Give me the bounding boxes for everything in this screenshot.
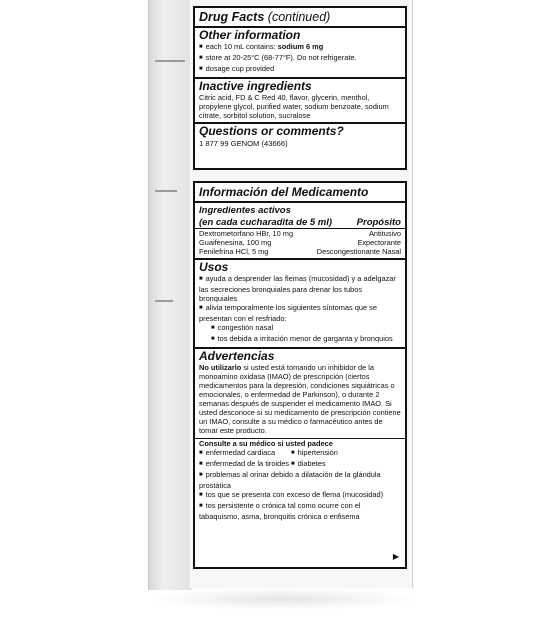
usos-item: ■ ayuda a desprender las flemas (mucosidad) y a adelgazar las secreciones bronquiales para drenar los tubos bronquiales (195, 274, 405, 303)
usos-heading: Usos (199, 260, 229, 274)
informacion-title: Información del Medicamento (199, 185, 369, 199)
other-info-item: ■ dosage cup provided (195, 64, 405, 75)
ingredient-row: Guaifenesina, 100 mg Expectorante (199, 238, 401, 247)
condition-item: ■ problemas al orinar debido a dilatación de la glándula prostática (195, 470, 405, 490)
advertencias-text: No utilizarlo si usted está tomando un inhibidor de la monoamino oxidasa (IMAO) de prescripción (ciertos medicamentos para la depresión, condiciones siquiátricas o emocionales, o enfermedad de Parkinson), o durante 2 semanas después de suspender el medicamento IMAO. Si usted desconoce si su medicamento de prescripción contiene un IMAO, consulte a su médico o farmacéutico antes de tomar este producto. (199, 363, 401, 435)
conditions-row: ■ enfermedad cardiaca ■ hipertensión (195, 448, 405, 459)
usos-subitem: ■ congestión nasal (195, 323, 405, 334)
other-info-item: ■ store at 20-25°C (68-77°F). Do not refrigerate. (195, 53, 405, 64)
condition-item: ■ tos que se presenta con exceso de flema (mucosidad) (195, 490, 405, 501)
usos-subitem: ■ tos debida a irritación menor de garganta y bronquios (195, 334, 405, 345)
side-print-mark (155, 190, 177, 192)
box-shadow (150, 588, 415, 610)
informacion-panel (193, 181, 407, 569)
conditions-row: ■ enfermedad de la tiroides ■ diabetes (195, 459, 405, 470)
ingredient-row: Fenilefrina HCl, 5 mg Descongestionante Nasal (199, 247, 401, 256)
side-print-mark (155, 300, 173, 302)
inactive-heading: Inactive ingredients (199, 79, 312, 93)
questions-heading: Questions or comments? (199, 124, 344, 138)
advertencias-heading: Advertencias (199, 349, 275, 363)
usos-item: ■ alivia temporalmente los siguientes síntomas que se presentan con el resfriado: (195, 303, 405, 323)
condition-item: ■ tos persistente o crónica tal como ocurre con el tabaquismo, asma, bronquitis crónica o enfisema (195, 501, 405, 521)
drug-facts-title: Drug Facts (continued) (199, 10, 331, 24)
ingredientes-subheading: (en cada cucharadita de 5 ml) Propósito (199, 217, 401, 228)
ingredient-row: Dextrometorfano HBr, 10 mg Antitusivo (199, 229, 401, 238)
phone-number: 1 877 99 GENOM (43666) (199, 139, 288, 148)
inactive-text: Citric acid, FD & C Red 40, flavor, glycerin, menthol, propylene glycol, purified water, sodium benzoate, sodium citrate, sorbitol solution, sucralose (199, 93, 389, 120)
other-info-heading: Other information (199, 28, 301, 42)
ingredientes-heading: Ingredientes activos (199, 205, 291, 216)
box-side-panel (148, 0, 192, 590)
drug-facts-panel (193, 6, 407, 170)
consulte-heading: Consulte a su médico si usted padece (199, 439, 333, 448)
side-print-mark (155, 60, 185, 62)
continue-arrow-icon: ▶ (392, 552, 399, 561)
other-info-item: ■ each 10 mL contains: sodium 6 mg (195, 42, 405, 53)
